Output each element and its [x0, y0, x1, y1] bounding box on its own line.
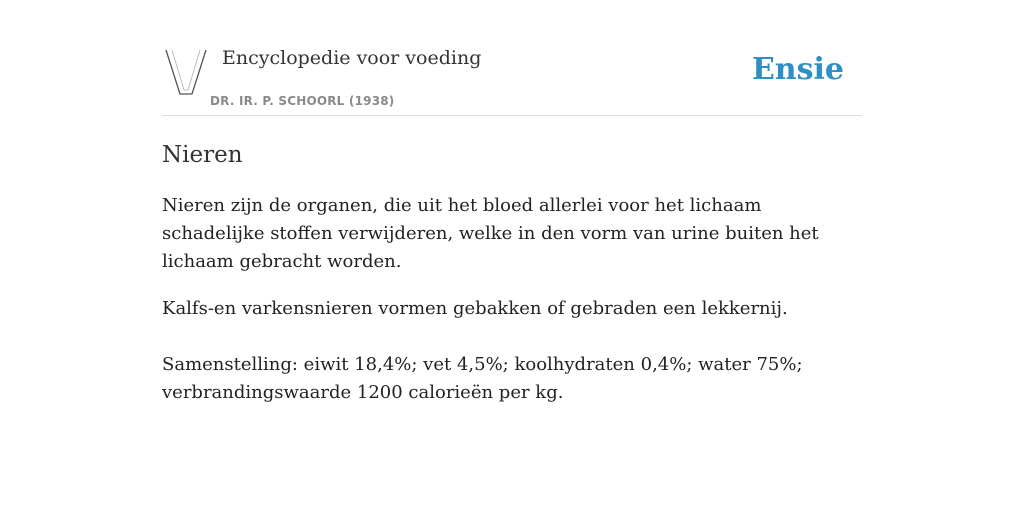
article-title: Nieren [162, 142, 243, 168]
book-author: DR. IR. P. SCHOORL (1938) [210, 94, 395, 108]
v-logo-icon[interactable] [164, 48, 210, 98]
ensie-brand-link[interactable]: Ensie [751, 52, 844, 87]
book-title[interactable]: Encyclopedie voor voeding [222, 47, 482, 69]
article-paragraph: Samenstelling: eiwit 18,4%; vet 4,5%; koolhydraten 0,4%; water 75%; verbrandingswaarde 1200 calorieën per kg. [162, 354, 803, 403]
article [162, 138, 862, 407]
article-paragraph: Nieren zijn de organen, die uit het bloed allerlei voor het lichaam schadelijke stoffen verwijderen, welke in den vorm van urine buiten het lichaam gebracht worden. [162, 195, 819, 272]
article-paragraph: Kalfs-en varkensnieren vormen gebakken of gebraden een lekkernij. [162, 298, 788, 319]
header [162, 0, 862, 116]
